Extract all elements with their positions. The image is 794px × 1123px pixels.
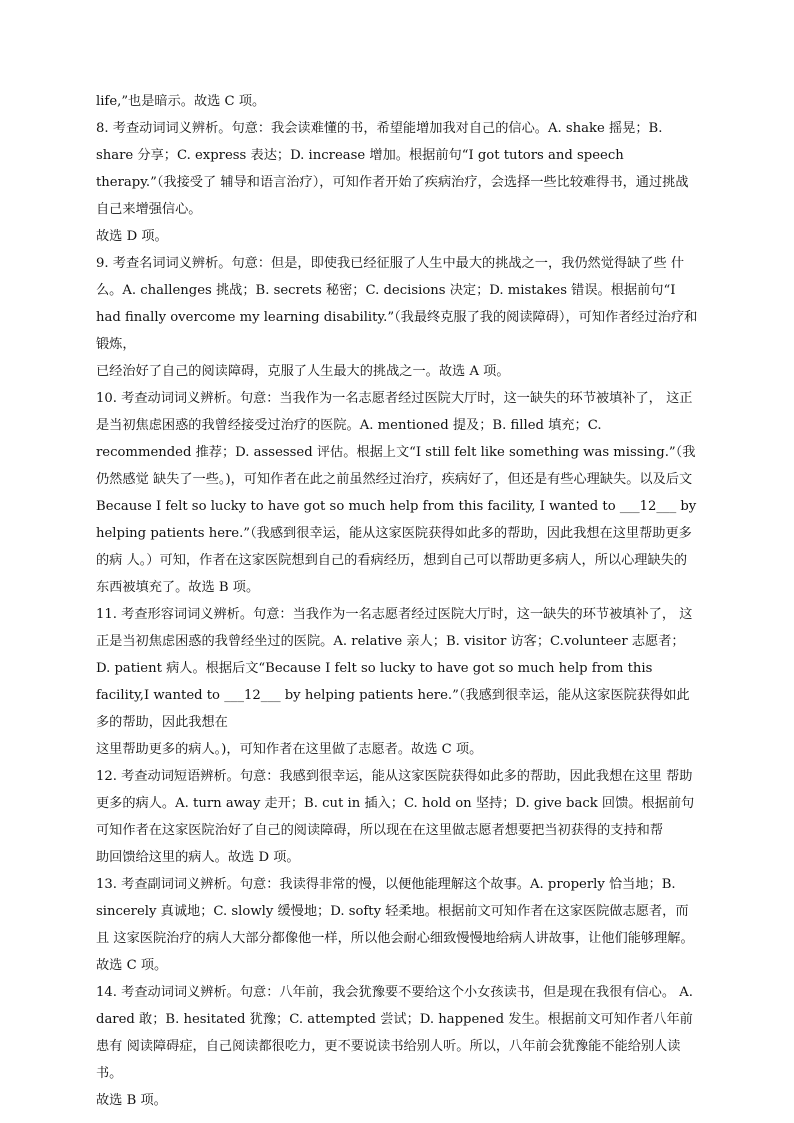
text-line: 10. 考查动词词义辨析。句意：当我作为一名志愿者经过医院大厅时，这一缺失的环节被填补了， [96,391,662,406]
text-line: 13. 考查副词词义辨析。句意：我读得非常的慢，以便他能理解这个故事。A. properly 恰当地；B. [96,877,676,892]
text-line: D. patient 病人。根据后文“Because I felt so lucky to have got so much help from this facility,I wanted to [96,661,653,703]
text-line: 故选 D 项。 [96,229,168,244]
text-line: 这正是当初焦虑困惑的我曾经坐过的医院。A. relative 亲人；B. visitor 访客；C.volunteer 志愿者； [96,607,693,649]
text-line: life,”也是暗示。故选 C 项。 [96,94,266,109]
text-line: 辅导和语言治疗），可知作者开始了疾病治疗，会选择一些比较难得书，通过挑战自己来增强信心。 [96,175,689,217]
text-line: 8. 考查动词词义辨析。句意：我会读难懂的书，希望能增加我对自己的信心。A. shake 摇晃；B. [96,121,663,136]
text-line: 9. 考查名词词义辨析。句意：但是，即使我已经征服了人生中最大的挑战之一，我仍然觉得缺了些 [96,256,667,271]
text-line: 这里帮助更多的病人。)，可知作者在这里做了志愿者。故选 C 项。 [96,742,483,757]
text-line: 可知作者在这家医院治好了自己的阅读障碍，所以现在在这里做志愿者想要把当初获得的支持和帮 [96,823,664,838]
text-line: 故选 B 项。 [96,1093,167,1108]
text-line: 故选 C 项。 [96,958,168,973]
text-line: 什么。A. challenges 挑战；B. secrets 秘密；C. decisions 决定；D. mistakes 错误。根据前句“I had [96,256,685,325]
text-line: 人。）可知，作者在这家医院想到自己的看病经历，想到自己可以帮助更多病人，所以心理缺失的 [126,553,688,568]
text-line: 11. 考查形容词词义辨析。句意：当我作为一名志愿者经过医院大厅时，这一缺失的环节被填补了， [96,607,676,622]
text-line: share 分享；C. express 表达；D. increase 增加。根据前句“I got tutors and speech therapy.”（我接受了 [96,148,624,190]
text-line: 帮助更多的病人。A. turn away 走开；B. cut in 插入；C. hold on 坚持；D. give back 回馈。根据前句 [96,769,695,811]
text-line: 这正是当初焦虑困惑的我曾经接受过治疗的医院。A. mentioned 提及；B. filled 填充；C. [96,391,693,433]
text-line: sincerely 真诚地；C. slowly 缓慢地；D. softy 轻柔地。根据前文可知作者在这家医院做志愿者，而且 [96,904,689,946]
text-line: 12. 考查动词短语辨析。句意：我感到很幸运，能从这家医院获得如此多的帮助，因此我想在这里 [96,769,662,784]
text-line: A. dared 敢；B. hesitated 犹豫；C. attempted 尝试；D. happened 发生。根据前文可知作者八年前患有 [96,985,693,1054]
document-body [96,88,700,1114]
text-line: 助回馈给这里的病人。故选 D 项。 [96,850,300,865]
text-line: ___12___ by helping patients here.”（我感到很幸运，能从这家医院获得如此多的帮助，因此我想在 [96,688,690,730]
text-line: 缺失了一些。)，可知作者在此之前虽然经过治疗，疾病好了，但还是有些心理缺失。以及后文 Because [96,472,693,514]
text-line: finally overcome my learning disability.”（我最终克服了我的阅读障碍），可知作者经过治疗和锻炼， [96,310,698,352]
text-line: 14. 考查动词词义辨析。句意：八年前，我会犹豫要不要给这个小女孩读书，但是现在我很有信心。 [96,985,676,1000]
text-line: 东西被填充了。故选 B 项。 [96,580,260,595]
text-line: 已经治好了自己的阅读障碍，克服了人生最大的挑战之一。故选 A 项。 [96,364,510,379]
text-line: patients here.”（我感到很幸运，能从这家医院获得如此多的帮助，因此我想在这里帮助更多的病 [96,526,692,568]
text-line: 这家医院治疗的病人大部分都像他一样，所以他会耐心细致慢慢地给病人讲故事，让他们能够理解。 [113,931,694,946]
text-line: recommended 推荐；D. assessed 评估。根据上文“I still felt like something was missing.”（我仍然感觉 [96,445,696,487]
text-line: I felt so lucky to have got so much help from this facility, I wanted to ___12___ by helping [96,499,697,541]
text-line: 阅读障碍症，自己阅读都很吃力，更不要说读书给别人听。所以，八年前会犹豫能不能给别人读书。 [96,1039,681,1081]
